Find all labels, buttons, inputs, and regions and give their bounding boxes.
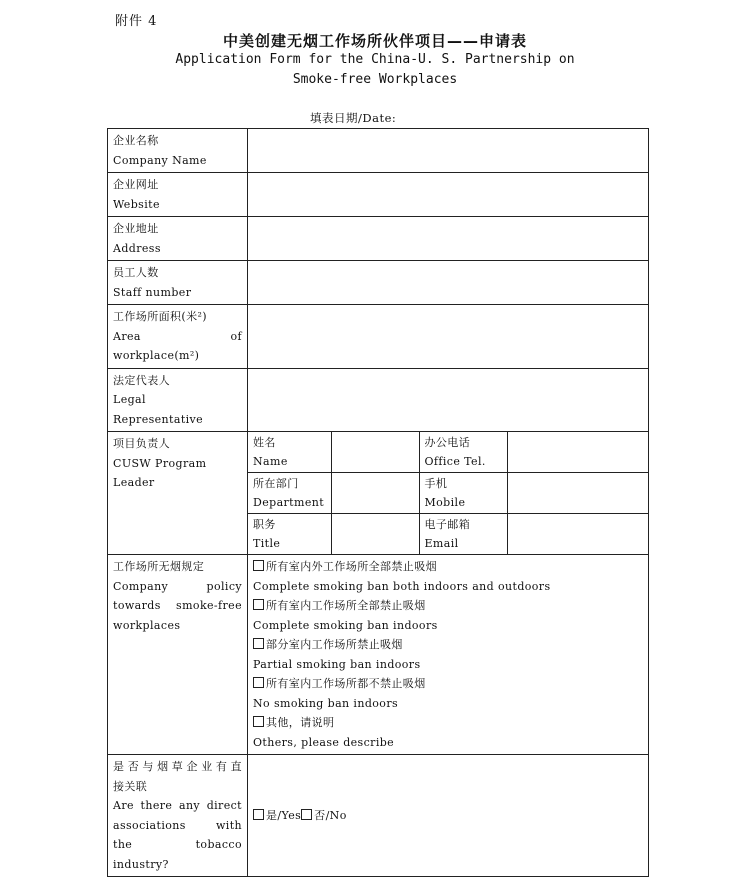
leader-email-field[interactable] bbox=[507, 514, 648, 555]
row-website bbox=[108, 173, 649, 217]
label-cn: 是否与烟草企业有直 bbox=[113, 760, 242, 773]
label-cn: 员工人数 bbox=[113, 266, 159, 279]
row-smoke-free-policy bbox=[108, 555, 649, 755]
policy-option-4[interactable]: 所有室内工作场所都不禁止吸烟 bbox=[253, 674, 643, 694]
label-cn: 企业地址 bbox=[113, 222, 159, 235]
label-cn: 工作场所面积(米²) bbox=[113, 310, 207, 323]
policy-option-4-en: No smoking ban indoors bbox=[253, 696, 399, 710]
label-address bbox=[108, 217, 248, 261]
label-en: Area of bbox=[113, 329, 242, 343]
row-address bbox=[108, 217, 649, 261]
row-workplace-area bbox=[108, 305, 649, 369]
smoke-free-policy-options bbox=[248, 555, 649, 755]
label-en: workplaces bbox=[113, 618, 181, 632]
attachment-label: 附件 4 bbox=[115, 14, 158, 29]
checkbox-icon[interactable] bbox=[253, 809, 264, 820]
checkbox-icon[interactable] bbox=[253, 560, 264, 571]
label-workplace-area bbox=[108, 305, 248, 369]
address-field[interactable] bbox=[248, 217, 649, 261]
label-cn: 企业名称 bbox=[113, 134, 159, 147]
leader-name-label: 姓名 Name bbox=[248, 432, 331, 473]
leader-tel-field[interactable] bbox=[507, 432, 648, 473]
label-cn: 企业网址 bbox=[113, 178, 159, 191]
label-en: CUSW Program Leader bbox=[113, 456, 207, 489]
label-en: workplace(m²) bbox=[113, 349, 200, 362]
form-title-cn: 中美创建无烟工作场所伙伴项目——申请表 bbox=[222, 32, 527, 50]
label-en: Legal bbox=[113, 393, 146, 406]
label-program-leader bbox=[108, 432, 248, 555]
label-cn: 工作场所无烟规定 bbox=[113, 560, 205, 573]
label-legal-representative bbox=[108, 368, 248, 432]
label-en: Are there any direct bbox=[113, 799, 242, 812]
label-smoke-free-policy bbox=[108, 555, 248, 755]
staff-number-field[interactable] bbox=[248, 261, 649, 305]
date-label: 填表日期/Date: bbox=[310, 111, 397, 125]
leader-subtable bbox=[248, 432, 648, 554]
policy-option-2-en: Complete smoking ban indoors bbox=[253, 618, 438, 632]
label-cn: 接关联 bbox=[113, 779, 148, 793]
label-cn: 法定代表人 bbox=[113, 373, 170, 387]
label-en: Company Name bbox=[113, 153, 207, 167]
tobacco-yes-option[interactable]: 是/Yes bbox=[253, 809, 301, 822]
checkbox-icon[interactable] bbox=[301, 809, 312, 820]
company-name-field[interactable] bbox=[248, 129, 649, 173]
website-field[interactable] bbox=[248, 173, 649, 217]
policy-option-1-en: Complete smoking ban both indoors and outdoors bbox=[253, 579, 551, 593]
label-tobacco-association bbox=[108, 755, 248, 877]
label-cn: 项目负责人 bbox=[113, 437, 170, 450]
policy-option-5[interactable]: 其他，请说明 bbox=[253, 713, 643, 733]
form-title-en-line1: Application Form for the China-U. S. Partnership on bbox=[175, 52, 575, 67]
legal-representative-field[interactable] bbox=[248, 368, 649, 432]
label-en: towards smoke-free bbox=[113, 599, 242, 612]
label-en: Address bbox=[113, 241, 161, 255]
leader-mobile-field[interactable] bbox=[507, 473, 648, 514]
tobacco-no-option[interactable]: 否/No bbox=[301, 809, 347, 822]
leader-title-label: 职务 Title bbox=[248, 514, 331, 555]
leader-department-label: 所在部门 Department bbox=[248, 473, 331, 514]
label-en: associations with bbox=[113, 818, 242, 832]
checkbox-icon[interactable] bbox=[253, 716, 264, 727]
leader-mobile-label: 手机 Mobile bbox=[419, 473, 507, 514]
form-title-en-line2: Smoke-free Workplaces bbox=[292, 72, 458, 87]
row-program-leader bbox=[108, 432, 649, 555]
label-en: Company policy bbox=[113, 579, 242, 593]
row-tobacco-association bbox=[108, 755, 649, 877]
label-en: Representative bbox=[113, 412, 204, 426]
row-staff-number bbox=[108, 261, 649, 305]
label-en: Staff number bbox=[113, 285, 192, 299]
policy-option-3[interactable]: 部分室内工作场所禁止吸烟 bbox=[253, 635, 643, 655]
row-company-name bbox=[108, 129, 649, 173]
checkbox-icon[interactable] bbox=[253, 638, 264, 649]
row-legal-representative bbox=[108, 368, 649, 432]
policy-option-1[interactable]: 所有室内外工作场所全部禁止吸烟 bbox=[253, 557, 643, 577]
leader-name-field[interactable] bbox=[331, 432, 419, 473]
policy-option-3-en: Partial smoking ban indoors bbox=[253, 657, 421, 671]
label-en: industry? bbox=[113, 857, 169, 871]
checkbox-icon[interactable] bbox=[253, 677, 264, 688]
workplace-area-field[interactable] bbox=[248, 305, 649, 369]
policy-option-2[interactable]: 所有室内工作场所全部禁止吸烟 bbox=[253, 596, 643, 616]
leader-department-field[interactable] bbox=[331, 473, 419, 514]
policy-option-5-en: Others, please describe bbox=[253, 735, 395, 749]
application-form-table bbox=[107, 128, 649, 877]
leader-title-field[interactable] bbox=[331, 514, 419, 555]
checkbox-icon[interactable] bbox=[253, 599, 264, 610]
leader-email-label: 电子邮箱 Email bbox=[419, 514, 507, 555]
label-staff-number bbox=[108, 261, 248, 305]
tobacco-association-options bbox=[248, 755, 649, 877]
label-en: Website bbox=[113, 197, 160, 211]
label-website bbox=[108, 173, 248, 217]
leader-tel-label: 办公电话 Office Tel. bbox=[419, 432, 507, 473]
program-leader-details bbox=[248, 432, 649, 555]
label-en: the tobacco bbox=[113, 838, 242, 851]
label-company-name bbox=[108, 129, 248, 173]
